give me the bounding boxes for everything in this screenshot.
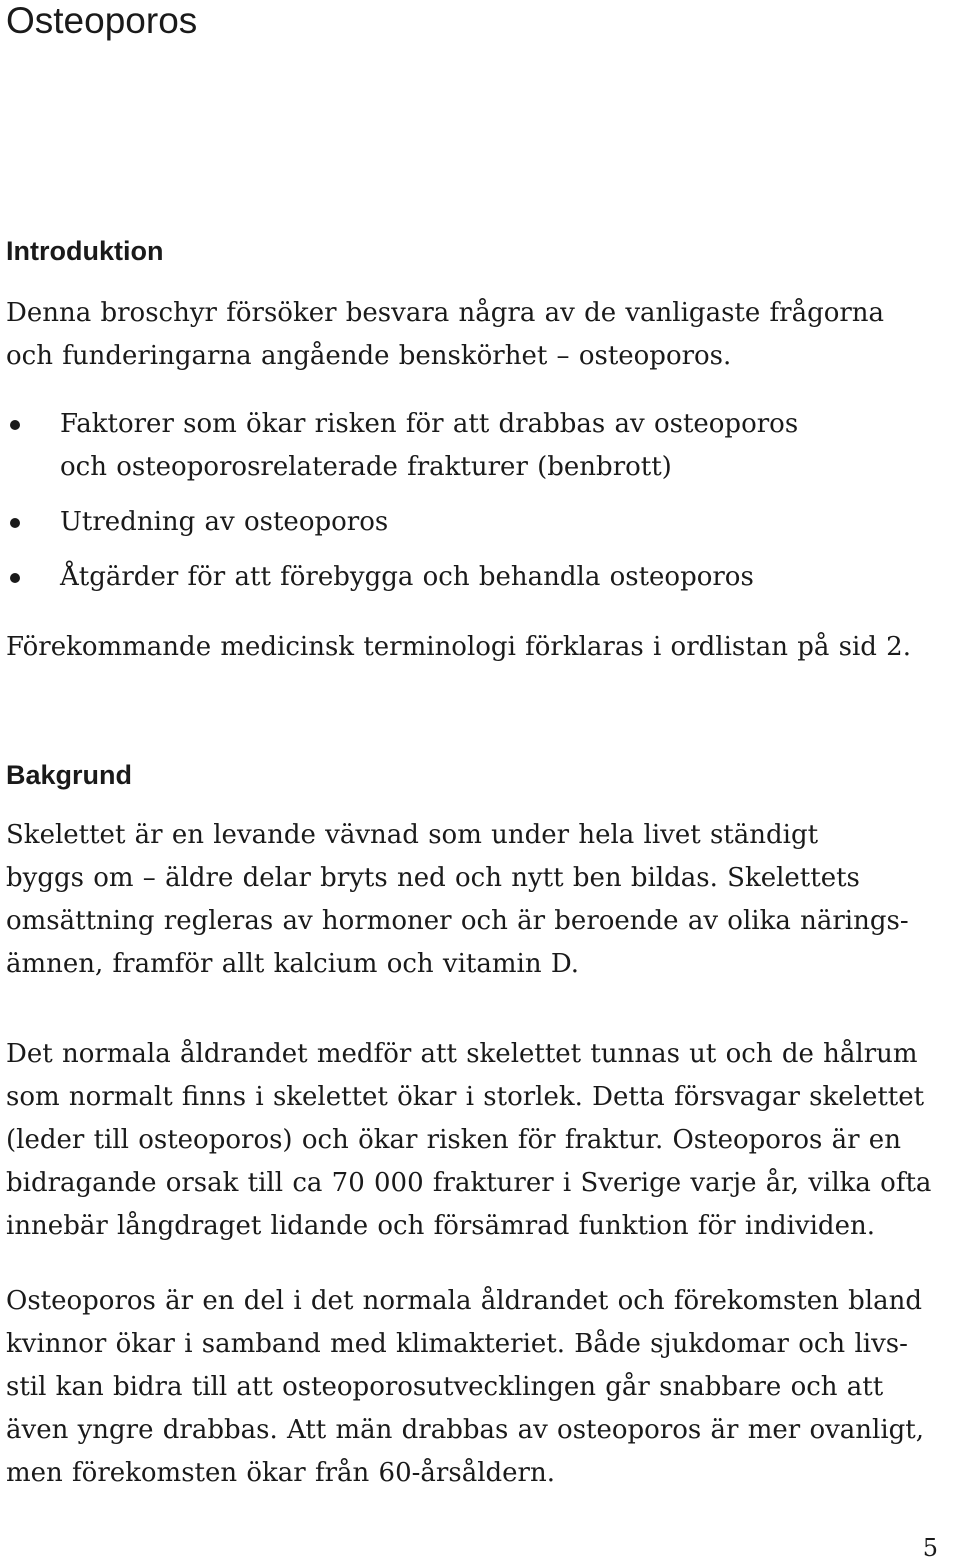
paragraph-line: innebär långdraget lidande och försämrad funktion för individen.: [6, 1211, 875, 1241]
list-item: [6, 501, 946, 544]
background-paragraph: [6, 1280, 960, 1495]
terminology-note: [6, 626, 960, 669]
paragraph-line: men förekomsten ökar från 60-årsåldern.: [6, 1458, 555, 1488]
paragraph-line: bidragande orsak till ca 70 000 frakturer i Sverige varje år, vilka ofta: [6, 1168, 932, 1198]
paragraph-line: Skelettet är en levande vävnad som under hela livet ständigt: [6, 820, 819, 850]
lead-line: och funderingarna angående benskörhet – osteoporos.: [6, 341, 732, 371]
bullet-icon: [10, 518, 20, 528]
topic-list: [6, 403, 946, 611]
bullet-icon: [10, 420, 20, 430]
bullet-icon: [10, 573, 20, 583]
page-number: 5: [922, 1534, 938, 1562]
paragraph-line: stil kan bidra till att osteoporosutvecklingen går snabbare och att: [6, 1372, 884, 1402]
paragraph-line: kvinnor ökar i samband med klimakteriet. Både sjukdomar och livs-: [6, 1329, 908, 1359]
list-item-line: och osteoporosrelaterade frakturer (benbrott): [60, 452, 672, 482]
list-item-line: Utredning av osteoporos: [60, 507, 389, 537]
introduction-heading: Introduktion: [6, 236, 164, 266]
paragraph-line: Osteoporos är en del i det normala åldrandet och förekomsten bland: [6, 1286, 923, 1316]
list-item: [6, 556, 946, 599]
list-item-line: Faktorer som ökar risken för att drabbas av osteoporos: [60, 409, 799, 439]
paragraph-line: ämnen, framför allt kalcium och vitamin D.: [6, 949, 580, 979]
note-line: Förekommande medicinsk terminologi förklaras i ordlistan på sid 2.: [6, 632, 911, 662]
list-item-line: Åtgärder för att förebygga och behandla osteoporos: [60, 562, 754, 592]
lead-line: Denna broschyr försöker besvara några av de vanligaste frågorna: [6, 298, 885, 328]
background-paragraph: [6, 814, 960, 986]
paragraph-line: omsättning regleras av hormoner och är beroende av olika närings-: [6, 906, 909, 936]
paragraph-line: byggs om – äldre delar bryts ned och nytt ben bildas. Skelettets: [6, 863, 860, 893]
paragraph-line: (leder till osteoporos) och ökar risken för fraktur. Osteoporos är en: [6, 1125, 901, 1155]
introduction-lead: [6, 292, 960, 378]
paragraph-line: även yngre drabbas. Att män drabbas av osteoporos är mer ovanligt,: [6, 1415, 925, 1445]
background-heading: Bakgrund: [6, 760, 133, 790]
list-item: [6, 403, 946, 489]
paragraph-line: som normalt finns i skelettet ökar i storlek. Detta försvagar skelettet: [6, 1082, 925, 1112]
page-title: Osteoporos: [6, 0, 198, 41]
background-paragraph: [6, 1033, 960, 1248]
paragraph-line: Det normala åldrandet medför att skelettet tunnas ut och de hålrum: [6, 1039, 918, 1069]
